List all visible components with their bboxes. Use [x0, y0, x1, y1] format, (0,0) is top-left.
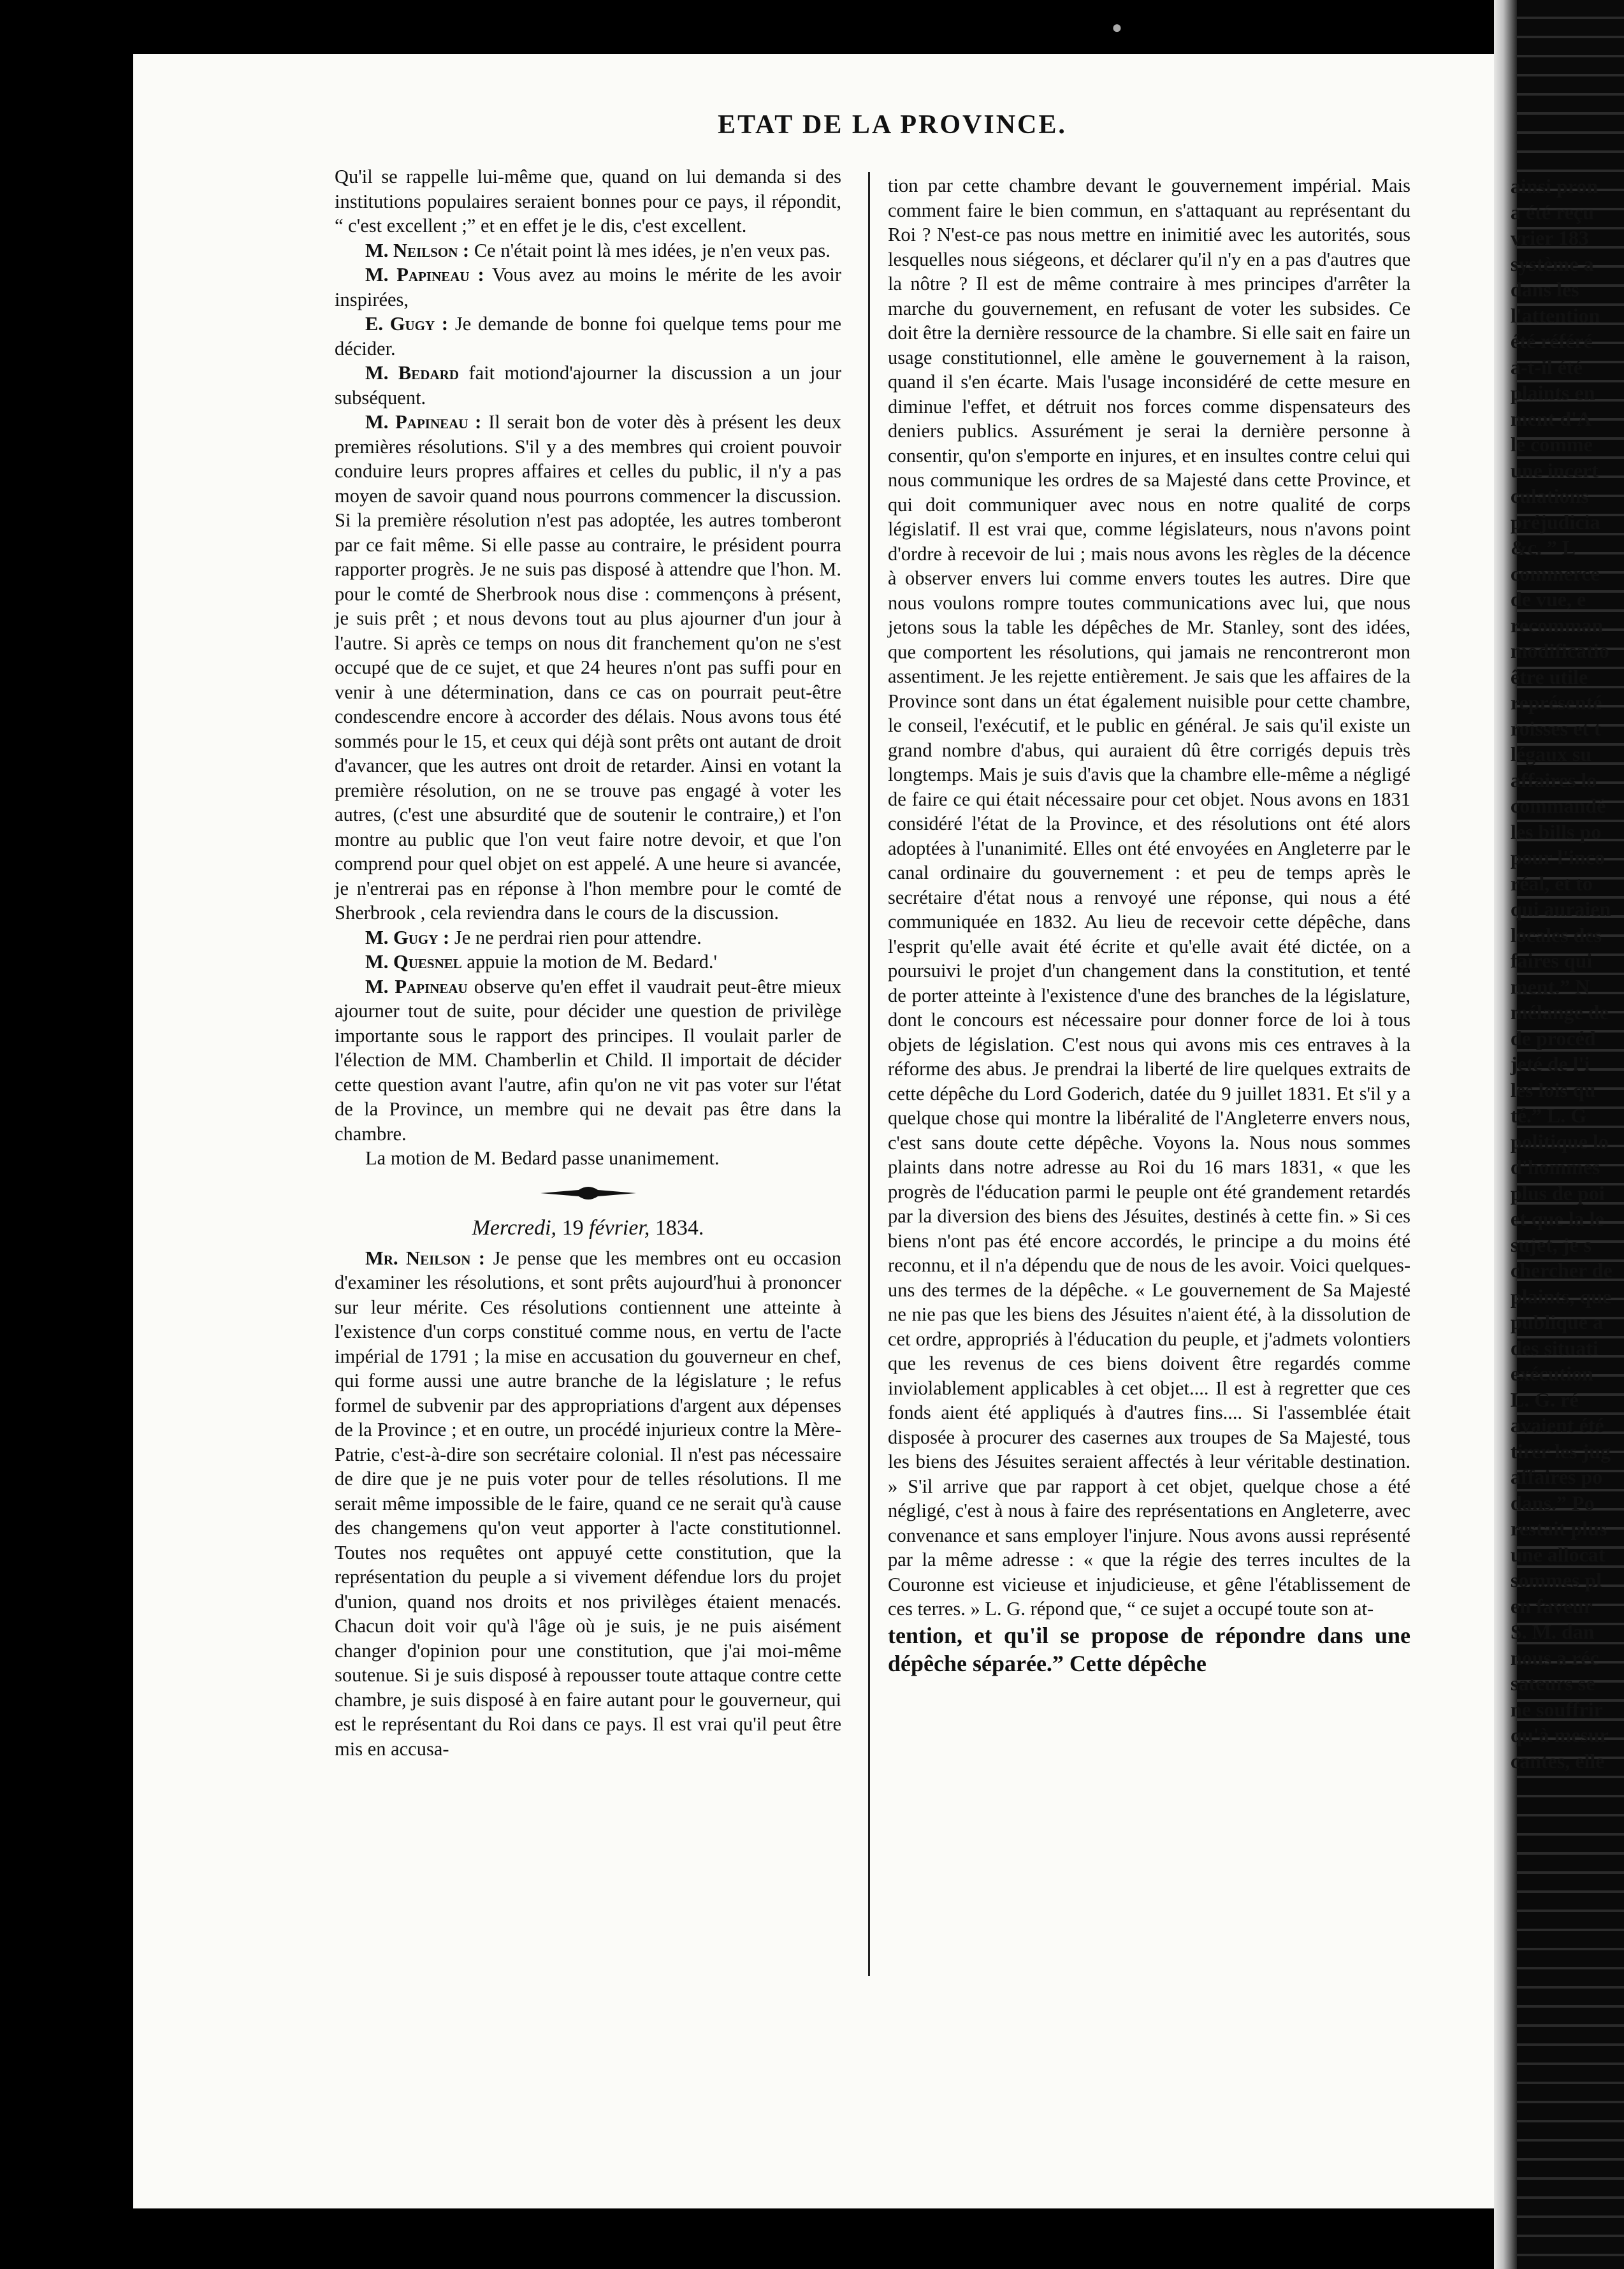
fragment-line: cantes, elle	[1511, 1749, 1605, 1772]
speaker-name: M. Neilson :	[365, 239, 470, 261]
fragment-line: plaints en	[1511, 381, 1595, 404]
paragraph	[335, 950, 841, 975]
paragraph	[335, 361, 841, 410]
paragraph-text: Il serait bon de voter dès à présent les deux premières résolutions. S'il y a des membres qui croient pouvoir conduire leurs propres affaires et celles du public, il n'y a pas moyen de savoir quand nous pourrons commencer la discussion. Si la première résolution n'est pas adoptée, les autres tomberont par ce fait même. Si elle passe au contraire, le président pourra rapporter progrès. Je ne suis pas disposé à attendre que l'hon. M. pour le comté de Sherbrook nous dise : commençons à présent, je suis prêt ; et nous devons tout au plus ajourner d'un jour à l'autre. Si après ce temps on nous dit franchement qu'on ne s'est occupé que de ce sujet, et que 24 heures n'ont pas suffi pour en venir à une détermination, dans ce cas on pourrait peut-être condescendre encore à accorder des délais. Nous avons tous été sommés pour le 15, et ceux qui déjà sont prêts ont autant de droit d'avancer, que les autres ont droit de retarder. Ainsi en votant la première résolution, on ne se trouve pas engagé à voter les autres, (c'est une absurdité que de soutenir le contraire,) et l'on montre au public que l'on veut faire notre devoir, et que l'on comprend pour quel objet on est appelé. A une heure si avancée, je n'entrerai pas en réponse à l'hon membre pour le comté de Sherbrook , cela reviendra dans le cours de la discussion.	[335, 411, 841, 924]
fragment-line: être utile	[1511, 665, 1588, 688]
paragraph	[335, 164, 841, 238]
speaker-name: M. Papineau :	[365, 264, 484, 286]
fragment-line: locales des	[1511, 923, 1602, 946]
paragraph-text: fait motiond'ajourner la discussion a un jour subséquent.	[335, 362, 841, 409]
dateline	[335, 1216, 841, 1241]
middle-column	[888, 173, 1410, 1678]
fragment-line: affaires po	[1511, 1465, 1603, 1488]
paragraph-text: Je pense que les membres ont eu occasion d'examiner les résolutions, et sont prêts aujourd'hui à prononcer sur leur mérite. Ces résolutions contiennent une atteinte à l'existence d'un corps constitué comme nous, en vertu de l'acte impérial de 1791 ; la mise en accusation du gouverneur en chef, qui forme aussi une autre branche de la législature ; le refus formel de subvenir par des appropriations d'argent aux dépenses de la Province ; et en outre, un procédé injurieux contre la Mère-Patrie, c'est-à-dire son secrétaire colonial. Il n'est pas nécessaire de dire que je ne puis voter pour de telles résolutions. Il me serait même impossible de le faire, quand ce ne serait qu'à cause des changemens qu'on veut apporter à l'acte constitutionnel. Toutes nos requêtes ont appuyé cette constitution, que la représentation du peuple a si vivement défendue lors du projet d'union, quand nos droits et nos privilèges étaient menacés. Chacun doit voir qu'à l'âge où je suis, je ne puis aisément changer d'opinion pour une constitution, que j'ai moi-même soutenue. Si je suis disposé à repousser toute attaque contre cette chambre, je suis disposé à en faire autant pour le gouverneur, qui est le représentant du Roi dans ce pays. Il est vrai qu'il peut être mis en accusa-	[335, 1247, 841, 1760]
fragment-line: mélange de	[1511, 1001, 1609, 1024]
paragraph-text: observe qu'en effet il vaudrait peut-être mieux ajourner tout de suite, pour décider une question de privilège importante sous le rapport des principes. Il voulait parler de l'élection de MM. Chamberlin et Child. Il importait de décider cette question avant l'autre, afin qu'on ne vit pas voter sur l'état de la Province, un membre qui ne devait pas être dans la chambre.	[335, 975, 842, 1145]
fragment-line: affaires lo	[1511, 768, 1597, 792]
fragment-line: les bills po	[1511, 820, 1602, 843]
fragment-line: représenté	[1511, 691, 1602, 714]
scan-speck: ●	[1112, 18, 1122, 38]
fragment-line: en faveur	[1511, 1594, 1593, 1618]
fragment-line: ment.” N	[1511, 975, 1590, 998]
paragraph-text: Je ne perdrai rien pour attendre.	[454, 926, 702, 948]
fragment-line: commerce	[1511, 562, 1600, 585]
fragment-line: ne souffrir	[1511, 1697, 1603, 1721]
fragment-line: dans.” Po	[1511, 1491, 1595, 1514]
paragraph	[335, 410, 841, 925]
speaker-name: M. Papineau	[365, 975, 468, 997]
fragment-line: chercher de	[1511, 1259, 1613, 1282]
fragment-line: culations	[1511, 484, 1589, 507]
fragment-line: exécution	[1511, 1362, 1593, 1385]
paragraph	[335, 263, 841, 312]
middle-column-last-lines: tention, et qu'il se propose de répondre dans une dépêche séparée.” Cette dépêche	[888, 1622, 1410, 1676]
dateline-month: février,	[589, 1216, 650, 1240]
fragment-line: faires qui	[1511, 949, 1593, 972]
paragraph-text: Ce n'était point là mes idées, je n'en veux pas.	[474, 239, 830, 261]
paragraph-text: La motion de M. Bedard passe unanimement.	[365, 1147, 720, 1169]
dateline-year: 1834.	[655, 1216, 704, 1240]
ornament-rule-icon	[540, 1182, 636, 1204]
paragraph	[335, 238, 841, 263]
fragment-line: le comme	[1511, 433, 1593, 456]
speaker-name: Mr. Neilson :	[365, 1247, 486, 1269]
fragment-line: a été reçu	[1511, 200, 1594, 224]
fragment-line: S. M. dan	[1511, 1620, 1595, 1643]
fragment-line: préjudicia	[1511, 510, 1600, 533]
left-column-paragraphs	[335, 164, 841, 1171]
paragraph	[888, 173, 1410, 1621]
fragment-line: qui auraien	[1511, 897, 1611, 920]
fragment-line: jeté de l'i	[1511, 1052, 1590, 1075]
fragment-line: pour l'inco	[1511, 846, 1605, 869]
fragment-line: restait plus	[1511, 1517, 1607, 1540]
fragment-line: roisses et t	[1511, 716, 1601, 740]
fragment-line: qu'à mesur	[1511, 1723, 1609, 1746]
fragment-line: de vue, e	[1511, 588, 1586, 611]
paragraph	[335, 925, 841, 950]
fragment-line: une incert	[1511, 458, 1599, 482]
fragment-line: sateurs se	[1511, 1672, 1595, 1695]
paragraph	[335, 975, 841, 1147]
fragment-line: recomman	[1511, 613, 1604, 637]
fragment-line: publique a	[1511, 1310, 1603, 1333]
paragraph-text: Qu'il se rappelle lui-même que, quand on lui demanda si des institutions populaires seraient bonnes pour ce pays, il répondit, “ c'est excellent ;” et en effet je le dis, c'est excellent.	[335, 166, 841, 236]
fragment-line: système a	[1511, 252, 1594, 275]
fragment-line: l'attention	[1511, 303, 1600, 327]
paragraph	[335, 1146, 841, 1171]
fragment-line: &c. ” L	[1511, 536, 1576, 559]
fragment-line: été référé	[1511, 330, 1593, 352]
fragment-line: vrier 183	[1511, 226, 1589, 249]
fragment-line: tirer les jug	[1511, 1439, 1611, 1463]
fragment-line: sujet, je s	[1511, 1233, 1592, 1256]
running-head: ETAT DE LA PROVINCE.	[718, 110, 1067, 140]
speaker-name: M. Papineau :	[365, 411, 482, 433]
fragment-line: sommes pl	[1511, 1569, 1602, 1591]
right-column-fragment	[1511, 173, 1624, 1774]
speaker-name: M. Quesnel	[365, 951, 462, 973]
fragment-line: politique lo	[1511, 1129, 1609, 1153]
dateline-day: Mercredi,	[472, 1216, 557, 1240]
fragment-line: d'hommes	[1511, 1156, 1600, 1178]
fragment-line: ment d'A	[1511, 407, 1592, 430]
paragraph	[335, 312, 841, 361]
fragment-line: avaient été	[1511, 1414, 1604, 1437]
fragment-line: et que la le	[1511, 1207, 1604, 1230]
paragraph-text: Je demande de bonne foi quelque tems pour me décider.	[335, 313, 842, 359]
section-ornament	[335, 1182, 841, 1210]
fragment-line: plus de poi	[1511, 1181, 1605, 1205]
speaker-name: E. Gugy :	[365, 313, 449, 335]
fragment-line: plaints, que	[1511, 1284, 1612, 1308]
fragment-line: une allocat	[1511, 1542, 1606, 1566]
fragment-line: réal, et to	[1511, 871, 1593, 895]
middle-column-paragraphs	[888, 173, 1410, 1621]
speaker-name: M. Bedard	[365, 362, 459, 384]
fragment-line: de procéd	[1511, 1026, 1596, 1050]
paragraph-text: tion par cette chambre devant le gouvernement impérial. Mais comment faire le bien commun, en s'attaquant au représentant du Roi ? N'est-ce pas nous mettre en inimitié avec les autorités, sous lesquelles nous siégeons, et déclarer qu'il n'y en a pas d'autres que la nôtre ? Il est de même contraire à mes principes d'arrêter la marche du gouvernement, en refusant de voter les subsides. Ce doit être la dernière ressource de la chambre. Si elle sait en faire un usage constitutionnel, elle amène le gouvernement à la raison, quand il s'en écarte. Mais l'usage inconsidéré de cette mesure en diminue l'effet, et détruit nos forces comme dispensateurs des deniers publics. Assurément je serai la dernière personne à consentir, qu'on s'emporte en injures, et en insultes contre celui qui nous communique les ordres de sa Majesté dans cette Province, et qui doit communiquer avec nous en notre qualité de corps législatif. Il est vrai que, comme législateurs, nous n'avons point d'ordre à recevoir de lui ; mais nous avons les règles de la décence à observer envers lui comme envers toutes les autres. Dire que nous voulons rompre toutes communications avec lui, que nous jetons sous la table les dépêches de Mr. Stanley, sont des idées, que comportent les résolutions, qui jamais ne rencontreront mon assentiment. Je les rejette entièrement. Je sais que les affaires de la Province sont dans un état également nuisible pour cette chambre, le conseil, l'exécutif, et le public en général. Je sais qu'il existe un grand nombre d'abus, qui auraient dû être corrigés depuis très longtemps. Mais je suis d'avis que la chambre elle-même a négligé de faire ce qui était nécessaire pour cet objet. Nous avons en 1831 considéré l'état de la Province, et des résolutions ont été alors adoptées à l'unanimité. Elles ont été envoyées en Angleterre par le canal ordinaire du gouvernement : et peu de temps après le secrétaire d'état nous a renvoyé une réponse, qui nous a été communiquée en 1832. Au lieu de recevoir cette dépêche, dans l'esprit qu'elle avait été écrite et qu'elle avait été dictée, on a poursuivi le projet d'un changement dans la constitution, et tenté de porter atteinte à l'existence d'une des branches de la législature, dont le concours est nécessaire pour donner force de loi à tous objets de législation. C'est nous qui avons mis ces entraves à la réforme des abus. Je prendrai la liberté de lire quelques extraits de cette dépêche du Lord Goderich, datée du 9 juillet 1831. Et s'il y a quelque chose qui montre la libéralité de l'Angleterre envers nous, c'est sans doute cette dépêche. Voyons la. Nous nous sommes plaints dans notre adresse au Roi du 16 mars 1831, « que les progrès de l'éducation parmi le peuple ont été grandement retardés par la diversion des biens des Jésuites, destinés à cette fin. » Si ces biens n'ont pas été encore accordés, le principe a du moins été reconnu, et il n'a dépendu que de nous de les avoir. Voici quelques-uns des termes de la dépêche. « Le gouvernement de Sa Majesté ne nie pas que les biens des Jésuites n'aient été, à la dissolution de cet ordre, appropriés à l'éducation du peuple, et j'admets volontiers que les revenus de ces biens doivent être regardés comme inviolablement applicables à cet objet.... Il est à regretter que ces fonds aient été appliqués à d'autres fins.... Si l'assemblée était disposée à procurer des casernes aux troupes de Sa Majesté, tous les biens des Jésuites seraient affectés à leur véritable destination. » S'il arrive que par rapport à cet objet, quelque chose a été négligé, c'est à nous à faire des représentations en Angleterre, avec convenance et sans employer l'injure. Nous avons aussi représenté par la même adresse : « que la régie des terres incultes de la Couronne est vicieuse et injudicieuse, et gêne l'établissement de ces terres. » L. G. répond que, “ ce sujet a occupé toute son at-	[888, 175, 1410, 1620]
fragment-line: commandé	[1511, 794, 1606, 817]
fragment-line: légaux su	[1511, 743, 1592, 765]
fragment-line: nous a réc	[1511, 1646, 1599, 1669]
fragment-line: L. G. ré	[1511, 1388, 1579, 1411]
speaker-name: M. Gugy :	[365, 926, 450, 948]
left-column-paragraphs-after	[335, 1246, 841, 1762]
column-rule	[868, 172, 870, 1976]
fragment-line: dans les	[1511, 278, 1579, 301]
fragment-line: ainsi pron	[1511, 175, 1599, 198]
fragment-line: des situati	[1511, 1336, 1599, 1359]
fragment-line: modificatio	[1511, 639, 1609, 662]
dateline-date: 19	[562, 1216, 584, 1240]
paragraph-text: Vous avez au moins le mérite de les avoir inspirées,	[335, 264, 841, 310]
fragment-line: a-t-il été	[1511, 355, 1583, 379]
left-column	[335, 164, 841, 1761]
paragraph-text: appuie la motion de M. Bedard.'	[467, 951, 718, 973]
fragment-line: té.” L. G	[1511, 1104, 1587, 1127]
fragment-line: les lois qu	[1511, 1078, 1596, 1101]
paragraph	[335, 1246, 841, 1762]
